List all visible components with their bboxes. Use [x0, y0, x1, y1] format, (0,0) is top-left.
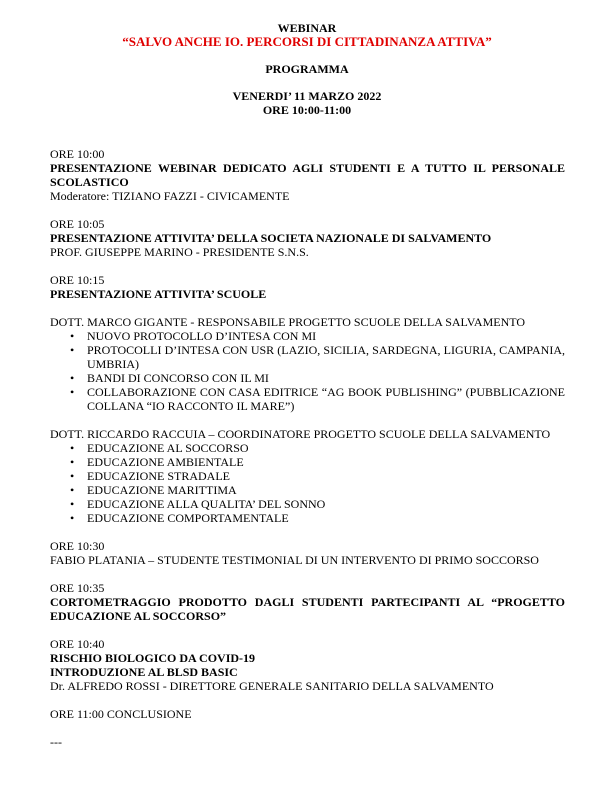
- item-title: RISCHIO BIOLOGICO DA COVID-19: [50, 651, 256, 665]
- item-text: FABIO PLATANIA – STUDENTE TESTIMONIAL DI UN INTERVENTO DI PRIMO SOCCORSO: [50, 553, 539, 567]
- list-item: • PROTOCOLLI D’INTESA CON USR (LAZIO, SICILIA, SARDEGNA, LIGURIA, CAMPANIA, UMBRIA): [50, 343, 565, 371]
- item-time: ORE 10:00: [50, 147, 105, 161]
- programme-item-1040: [50, 637, 565, 693]
- programme-item-1100: [50, 707, 565, 721]
- list-item: • EDUCAZIONE MARITTIMA: [50, 483, 565, 497]
- list-item: • BANDI DI CONCORSO CON IL MI: [50, 371, 565, 385]
- programme-item-1035: [50, 581, 565, 623]
- item-speaker: DOTT. RICCARDO RACCUIA – COORDINATORE PROGETTO SCUOLE DELLA SALVAMENTO: [50, 427, 551, 441]
- list-item: • EDUCAZIONE ALLA QUALITA’ DEL SONNO: [50, 497, 565, 511]
- event-title: “SALVO ANCHE IO. PERCORSI DI CITTADINANZA ATTIVA”: [122, 34, 492, 49]
- item-title: PRESENTAZIONE WEBINAR DEDICATO AGLI STUDENTI E A TUTTO IL PERSONALE SCOLASTICO: [50, 161, 565, 189]
- item-time: ORE 10:40: [50, 637, 105, 651]
- footer-dashes: ---: [50, 735, 62, 749]
- item-speaker: Dr. ALFREDO ROSSI - DIRETTORE GENERALE SANITARIO DELLA SALVAMENTO: [50, 679, 494, 693]
- event-date: VENERDI’ 11 MARZO 2022: [232, 89, 382, 103]
- list-item: • EDUCAZIONE AMBIENTALE: [50, 455, 565, 469]
- bullet-list: [50, 329, 565, 413]
- list-item: • EDUCAZIONE COMPORTAMENTALE: [50, 511, 565, 525]
- programme-item-1005: [50, 217, 565, 259]
- item-speaker: DOTT. MARCO GIGANTE - RESPONSABILE PROGETTO SCUOLE DELLA SALVAMENTO: [50, 315, 526, 329]
- programme-item-1030: [50, 539, 565, 567]
- programme-item-1015: [50, 273, 565, 525]
- programme-body: [50, 147, 565, 749]
- programma-heading: PROGRAMMA: [265, 62, 349, 76]
- programme-item-1000: [50, 147, 565, 203]
- item-time: ORE 10:15: [50, 273, 105, 287]
- event-time: ORE 10:00-11:00: [262, 103, 352, 117]
- list-item: • EDUCAZIONE AL SOCCORSO: [50, 441, 565, 455]
- item-time: ORE 10:35: [50, 581, 105, 595]
- item-time: ORE 10:05: [50, 217, 105, 231]
- item-title: PRESENTAZIONE ATTIVITA’ SCUOLE: [50, 287, 267, 301]
- list-item: • NUOVO PROTOCOLLO D’INTESA CON MI: [50, 329, 565, 343]
- item-text: ORE 11:00 CONCLUSIONE: [50, 707, 192, 721]
- list-item: • COLLABORAZIONE CON CASA EDITRICE “AG BOOK PUBLISHING” (PUBBLICAZIONE COLLANA “IO RACCONTO IL MARE”): [50, 385, 565, 413]
- bullet-list: [50, 441, 565, 525]
- item-speaker: PROF. GIUSEPPE MARINO - PRESIDENTE S.N.S.: [50, 245, 309, 259]
- item-title: PRESENTAZIONE ATTIVITA’ DELLA SOCIETA NAZIONALE DI SALVAMENTO: [50, 231, 492, 245]
- item-time: ORE 10:30: [50, 539, 105, 553]
- item-subtitle: INTRODUZIONE AL BLSD BASIC: [50, 665, 238, 679]
- item-title: CORTOMETRAGGIO PRODOTTO DAGLI STUDENTI PARTECIPANTI AL “PROGETTO EDUCAZIONE AL SOCCORSO”: [50, 595, 565, 623]
- item-moderator: Moderatore: TIZIANO FAZZI - CIVICAMENTE: [50, 189, 290, 203]
- list-item: • EDUCAZIONE STRADALE: [50, 469, 565, 483]
- webinar-label: WEBINAR: [277, 21, 337, 35]
- document-header: [0, 21, 614, 117]
